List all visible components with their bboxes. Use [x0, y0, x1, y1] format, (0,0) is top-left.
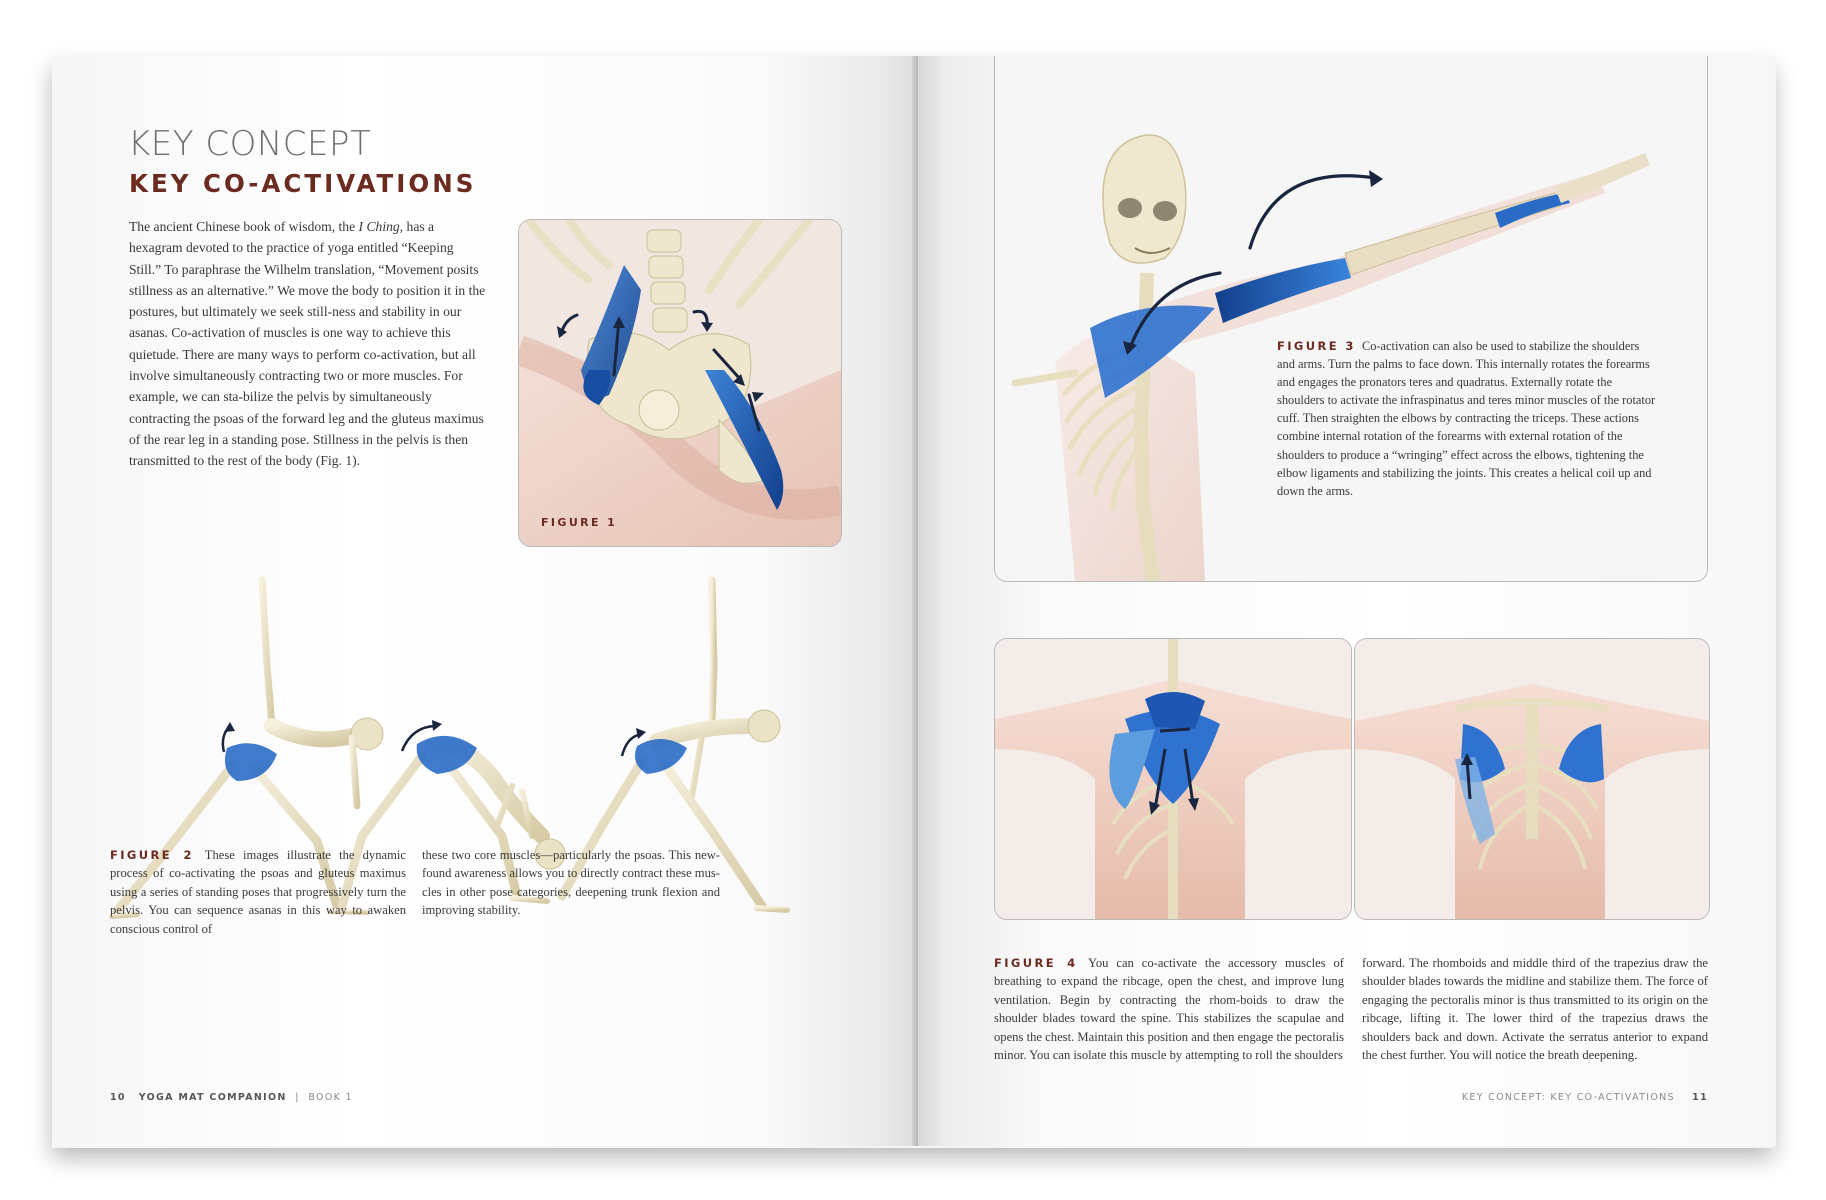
- page-number-left: 10: [110, 1092, 126, 1103]
- pelvis-anatomy-illustration: [519, 220, 841, 546]
- intro-paragraph: The ancient Chinese book of wisdom, the I Ching, has a hexagram devoted to the practice of yoga entitled “Keeping Still.” To paraphrase the Wilhelm translation, “Movement posits stillness as an alternative.” We move the body to position it in the postures, but ultimately we seek still-ness and stability in our asanas. Co-activation of muscles is one way to achieve this quietude. There are many ways to perform co-activation, but all involve simultaneously contracting two or more muscles. For example, we can sta-bilize the pelvis by simultaneously contracting the psoas of the forward leg and the gluteus maximus of the rear leg in a standing pose. Stillness in the pelvis is then transmitted to the rest of the body (Fig. 1).: [129, 219, 486, 469]
- figure4-back-panel: [994, 638, 1352, 920]
- book-volume: BOOK 1: [308, 1092, 353, 1103]
- chest-muscles-illustration: [1355, 639, 1709, 919]
- figure2-caption-col2: these two core muscles—particularly the psoas. This new-found awareness allows you to directly contract these mus-cles in other pose categories, deepening trunk flexion and improving stability.: [422, 848, 720, 918]
- figure3-panel: [994, 56, 1708, 582]
- right-page: [918, 56, 1776, 1146]
- figure4-label: FIGURE 4: [994, 956, 1078, 970]
- page-title: KEY CO-ACTIVATIONS: [129, 169, 477, 198]
- back-muscles-illustration: [995, 639, 1351, 919]
- figure4-caption-col2: forward. The rhomboids and middle third of the trapezius draw the shoulder blades towards the midline and stabilize them. The force of engaging the pectoralis minor is thus transmitted to its origin on the ribcage, lifting it. The lower third of the trapezius draws the shoulders back and down. Activate the serratus anterior to expand the chest further. You will notice the breath deepening.: [1362, 956, 1708, 1063]
- figure1-label: FIGURE 1: [541, 516, 618, 529]
- figure4-caption-col1: FIGURE 4 You can co-activate the accessory muscles of breathing to expand the ribcage, open the chest, and improve lung ventilation. Begin by contracting the rhom-boids to draw the shoulder blades toward the spine. This stabilizes the scapulae and opens the chest. Maintain this position and then engage the pectoralis minor. You can isolate this muscle by attempting to roll the shoulders: [994, 956, 1344, 1063]
- figure2-label: FIGURE 2: [110, 848, 194, 862]
- section-kicker: KEY CONCEPT: [128, 124, 372, 164]
- book-title-italic: I Ching: [358, 219, 400, 234]
- page-number-right: 11: [1692, 1092, 1708, 1103]
- right-page-footer: [1462, 1092, 1708, 1103]
- figure2-caption-col1: FIGURE 2 These images illustrate the dynamic process of co-activating the psoas and gluteus maximus using a series of standing poses that progressively turn the pelvis. You can sequence asanas in this way to awaken conscious control of: [110, 848, 406, 936]
- standing-poses-illustration: [102, 576, 902, 1006]
- figure3-caption: FIGURE 3 Co-activation can also be used to stabilize the shoulders and arms. Turn the palms to face down. This internally rotates the forearms and engages the pronators teres and quadratus. Externally rotate the shoulders to activate the infraspinatus and teres minor muscles of the rotator cuff. Then straighten the elbows by contracting the triceps. These actions combine internal rotation of the forearms with external rotation of the shoulders to produce a “wringing” effect across the elbows, tightening the elbow ligaments and stabilizing the joints. This creates a helical coil up and down the arms.: [1277, 339, 1656, 498]
- figure1-panel: [518, 219, 842, 547]
- footer-section: KEY CONCEPT: KEY CO-ACTIVATIONS: [1461, 1092, 1675, 1103]
- left-page: [52, 56, 918, 1146]
- figure4-front-panel: [1354, 638, 1710, 920]
- footer-separator: |: [295, 1092, 300, 1103]
- shoulder-arm-illustration: [995, 56, 1707, 581]
- book-name: YOGA MAT COMPANION: [138, 1092, 287, 1103]
- figure3-label: FIGURE 3: [1277, 339, 1356, 353]
- left-page-footer: [110, 1092, 353, 1103]
